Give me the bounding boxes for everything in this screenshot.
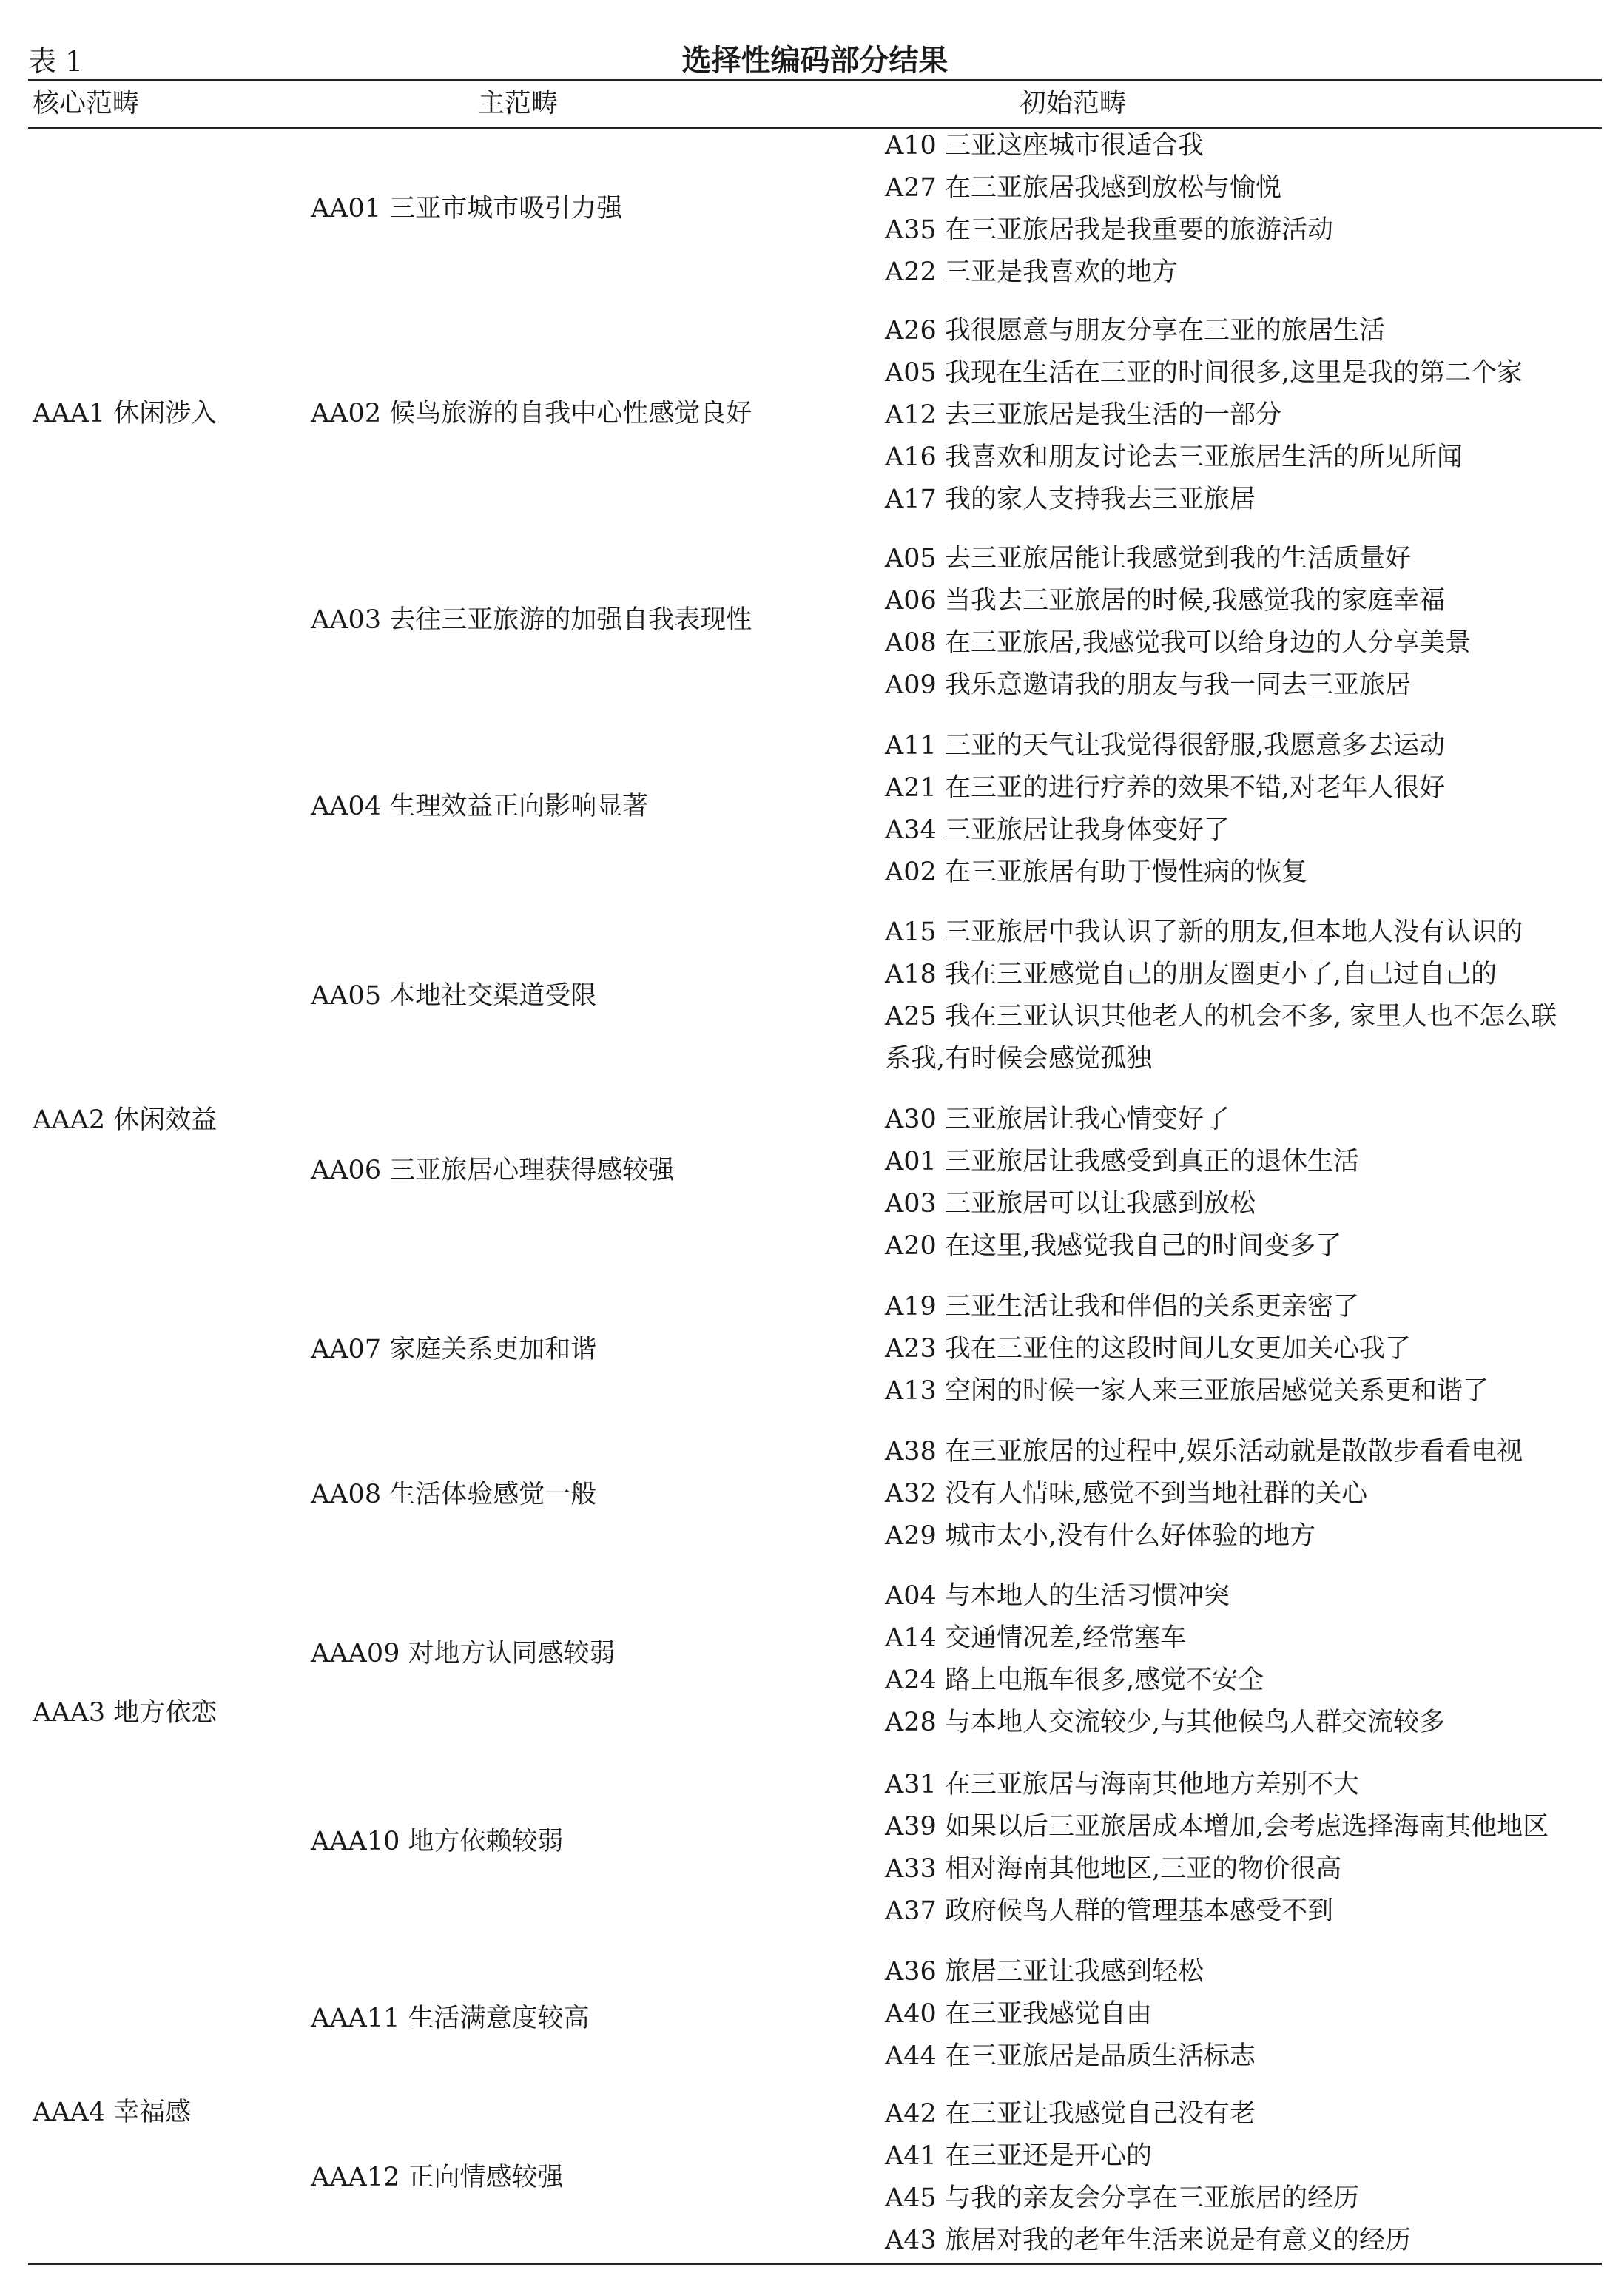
initial-category: A08 在三亚旅居,我感觉我可以给身边的人分享美景 (885, 628, 1472, 658)
initial-category: A34 三亚旅居让我身体变好了 (885, 815, 1230, 845)
main-category: AA06 三亚旅居心理获得感较强 (311, 1156, 675, 1185)
initial-category: A29 城市太小,没有什么好体验的地方 (885, 1521, 1316, 1551)
initial-category: A01 三亚旅居让我感受到真正的退休生活 (885, 1147, 1359, 1176)
initial-category: A40 在三亚我感觉自由 (885, 1999, 1152, 2029)
initial-category: A42 在三亚让我感觉自己没有老 (885, 2099, 1256, 2129)
initial-category: A30 三亚旅居让我心情变好了 (885, 1105, 1230, 1134)
main-category: AA04 生理效益正向影响显著 (311, 792, 649, 821)
main-category: AA01 三亚市城市吸引力强 (311, 194, 623, 223)
initial-category: A17 我的家人支持我去三亚旅居 (885, 485, 1256, 514)
initial-category: 系我,有时候会感觉孤独 (885, 1044, 1153, 1074)
initial-category: A31 在三亚旅居与海南其他地方差别不大 (885, 1770, 1359, 1799)
initial-category: A11 三亚的天气让我觉得很舒服,我愿意多去运动 (885, 731, 1446, 761)
initial-category: A19 三亚生活让我和伴侣的关系更亲密了 (885, 1292, 1359, 1321)
main-category: AAA11 生活满意度较高 (311, 2004, 590, 2033)
initial-category: A12 去三亚旅居是我生活的一部分 (885, 400, 1281, 430)
initial-category: A02 在三亚旅居有助于慢性病的恢复 (885, 858, 1307, 887)
header-core-category: 核心范畴 (33, 88, 140, 118)
initial-category: A24 路上电瓶车很多,感觉不安全 (885, 1665, 1264, 1695)
main-category: AA03 去往三亚旅游的加强自我表现性 (311, 605, 752, 635)
initial-category: A37 政府候鸟人群的管理基本感受不到 (885, 1896, 1333, 1926)
initial-category: A05 去三亚旅居能让我感觉到我的生活质量好 (885, 544, 1411, 573)
initial-category: A14 交通情况差,经常塞车 (885, 1623, 1187, 1653)
initial-category: A27 在三亚旅居我感到放松与愉悦 (885, 173, 1281, 203)
table-title: 选择性编码部分结果 (681, 44, 949, 78)
initial-category: A38 在三亚旅居的过程中,娱乐活动就是散散步看看电视 (885, 1437, 1523, 1466)
initial-category: A33 相对海南其他地区,三亚的物价很高 (885, 1854, 1342, 1884)
initial-category: A22 三亚是我喜欢的地方 (885, 257, 1178, 287)
initial-category: A23 我在三亚住的这段时间儿女更加关心我了 (885, 1334, 1411, 1364)
table-caption (28, 36, 1602, 80)
initial-category: A18 我在三亚感觉自己的朋友圈更小了,自己过自己的 (885, 960, 1497, 989)
core-category: AAA3 地方依恋 (33, 1698, 218, 1728)
header-main-category: 主范畴 (477, 88, 558, 118)
main-category: AAA10 地方依赖较弱 (311, 1827, 564, 1856)
table-label: 表 1 (28, 45, 84, 78)
initial-category: A39 如果以后三亚旅居成本增加,会考虑选择海南其他地区 (885, 1812, 1549, 1842)
core-category: AAA1 休闲涉入 (33, 399, 218, 428)
main-category: AA02 候鸟旅游的自我中心性感觉良好 (311, 399, 752, 428)
top-rule (28, 79, 1602, 81)
initial-category: A21 在三亚的进行疗养的效果不错,对老年人很好 (885, 773, 1446, 803)
main-category: AAA09 对地方认同感较弱 (311, 1639, 616, 1668)
header-initial-category: 初始范畴 (1019, 88, 1126, 118)
initial-category: A20 在这里,我感觉我自己的时间变多了 (885, 1231, 1342, 1261)
initial-category: A45 与我的亲友会分享在三亚旅居的经历 (885, 2183, 1359, 2213)
initial-category: A06 当我去三亚旅居的时候,我感觉我的家庭幸福 (885, 586, 1446, 616)
main-category: AA07 家庭关系更加和谐 (311, 1335, 597, 1364)
core-category: AAA2 休闲效益 (33, 1105, 218, 1135)
initial-category: A03 三亚旅居可以让我感到放松 (885, 1189, 1256, 1219)
initial-category: A13 空闲的时候一家人来三亚旅居感觉关系更和谐了 (885, 1376, 1489, 1406)
initial-category: A43 旅居对我的老年生活来说是有意义的经历 (885, 2226, 1411, 2255)
initial-category: A16 我喜欢和朋友讨论去三亚旅居生活的所见所闻 (885, 442, 1463, 472)
initial-category: A25 我在三亚认识其他老人的机会不多, 家里人也不怎么联 (885, 1002, 1557, 1031)
initial-category: A32 没有人情味,感觉不到当地社群的关心 (885, 1479, 1368, 1509)
initial-category: A44 在三亚旅居是品质生活标志 (885, 2041, 1256, 2071)
initial-category: A09 我乐意邀请我的朋友与我一同去三亚旅居 (885, 670, 1411, 700)
initial-category: A15 三亚旅居中我认识了新的朋友,但本地人没有认识的 (885, 917, 1523, 947)
initial-category: A41 在三亚还是开心的 (885, 2141, 1152, 2171)
initial-category: A10 三亚这座城市很适合我 (885, 131, 1204, 161)
initial-category: A36 旅居三亚让我感到轻松 (885, 1957, 1204, 1987)
initial-category: A35 在三亚旅居我是我重要的旅游活动 (885, 215, 1333, 245)
table-body (28, 129, 1602, 2263)
core-category: AAA4 幸福感 (33, 2098, 192, 2127)
main-category: AA05 本地社交渠道受限 (311, 981, 597, 1011)
bottom-rule (28, 2263, 1602, 2265)
initial-category: A04 与本地人的生活习惯冲突 (885, 1581, 1230, 1611)
initial-category: A28 与本地人交流较少,与其他候鸟人群交流较多 (885, 1708, 1446, 1737)
main-category: AA08 生活体验感觉一般 (311, 1480, 597, 1509)
initial-category: A05 我现在生活在三亚的时间很多,这里是我的第二个家 (885, 358, 1523, 388)
main-category: AAA12 正向情感较强 (311, 2163, 564, 2192)
initial-category: A26 我很愿意与朋友分享在三亚的旅居生活 (885, 316, 1385, 346)
